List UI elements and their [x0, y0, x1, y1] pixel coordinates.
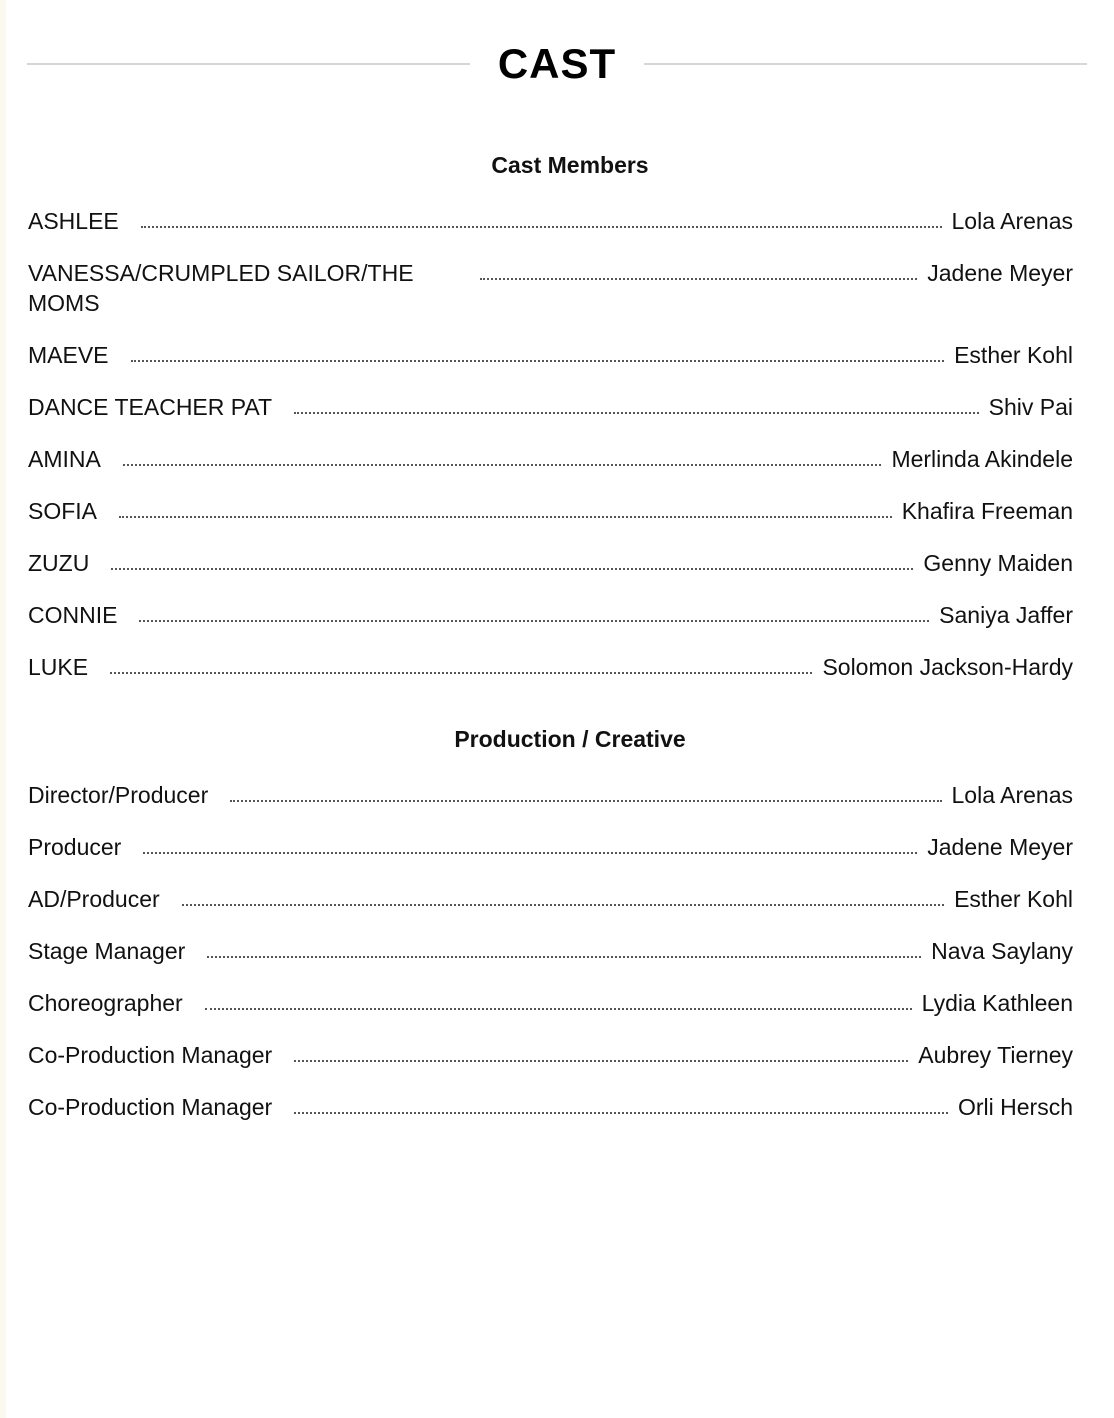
credit-row — [28, 936, 1073, 966]
credit-name: Khafira Freeman — [901, 498, 1073, 524]
credit-row — [28, 444, 1073, 474]
credit-name: Merlinda Akindele — [891, 446, 1073, 472]
credit-name: Jadene Meyer — [927, 260, 1073, 286]
credit-role: AMINA — [28, 446, 101, 472]
credit-name: Esther Kohl — [954, 342, 1073, 368]
dot-leader — [143, 832, 917, 854]
credit-name: Lydia Kathleen — [921, 990, 1073, 1016]
credit-role: ZUZU — [28, 550, 90, 576]
credit-row — [28, 496, 1073, 526]
credit-role: Co-Production Manager — [28, 1042, 273, 1068]
credit-role: DANCE TEACHER PAT — [28, 394, 273, 420]
dot-leader — [110, 652, 812, 674]
dot-leader — [207, 936, 921, 958]
production-creative-list — [28, 780, 1073, 1144]
credit-role: Producer — [28, 834, 122, 860]
credit-name: Lola Arenas — [951, 782, 1073, 808]
dot-leader — [294, 392, 979, 414]
dot-leader — [139, 600, 929, 622]
credit-role: MAEVE — [28, 342, 109, 368]
credit-role: AD/Producer — [28, 886, 160, 912]
dot-leader — [141, 206, 942, 228]
credit-role: ASHLEE — [28, 208, 119, 234]
credit-name: Shiv Pai — [988, 394, 1073, 420]
page-edge — [0, 0, 6, 1418]
credit-row — [28, 340, 1073, 370]
credit-name: Aubrey Tierney — [918, 1042, 1073, 1068]
credit-name: Orli Hersch — [957, 1094, 1073, 1120]
dot-leader — [294, 1092, 948, 1114]
credit-row — [28, 832, 1073, 862]
credit-row — [28, 258, 1073, 318]
dot-leader — [111, 548, 913, 570]
credit-name: Lola Arenas — [951, 208, 1073, 234]
credit-name: Solomon Jackson-Hardy — [822, 654, 1073, 680]
credit-role: Co-Production Manager — [28, 1094, 273, 1120]
title-row — [27, 36, 1087, 92]
title-rule-right — [644, 63, 1087, 65]
credit-row — [28, 652, 1073, 682]
credit-row — [28, 780, 1073, 810]
credit-role: Choreographer — [28, 990, 183, 1016]
credit-role: Director/Producer — [28, 782, 209, 808]
dot-leader — [294, 1040, 908, 1062]
credit-role: VANESSA/CRUMPLED SAILOR/THE MOMS — [28, 260, 414, 316]
dot-leader — [480, 258, 917, 280]
credit-row — [28, 548, 1073, 578]
credit-row — [28, 988, 1073, 1018]
credit-row — [28, 392, 1073, 422]
credit-row — [28, 206, 1073, 236]
credit-role: CONNIE — [28, 602, 118, 628]
credit-name: Esther Kohl — [954, 886, 1073, 912]
credit-name: Jadene Meyer — [927, 834, 1073, 860]
credit-row — [28, 600, 1073, 630]
credit-role: LUKE — [28, 654, 89, 680]
section-heading-cast-members: Cast Members — [491, 152, 649, 178]
credit-name: Saniya Jaffer — [939, 602, 1073, 628]
section-heading-production-creative: Production / Creative — [454, 726, 686, 752]
dot-leader — [182, 884, 944, 906]
credit-name: Nava Saylany — [931, 938, 1073, 964]
dot-leader — [123, 444, 882, 466]
cast-members-list — [28, 206, 1073, 704]
dot-leader — [230, 780, 941, 802]
credit-name: Genny Maiden — [923, 550, 1073, 576]
credit-row — [28, 884, 1073, 914]
credit-role: Stage Manager — [28, 938, 186, 964]
credit-row — [28, 1040, 1073, 1070]
dot-leader — [205, 988, 912, 1010]
dot-leader — [119, 496, 892, 518]
title-rule-left — [27, 63, 470, 65]
credit-row — [28, 1092, 1073, 1122]
dot-leader — [131, 340, 945, 362]
credit-role: SOFIA — [28, 498, 98, 524]
page-title: CAST — [497, 40, 617, 87]
